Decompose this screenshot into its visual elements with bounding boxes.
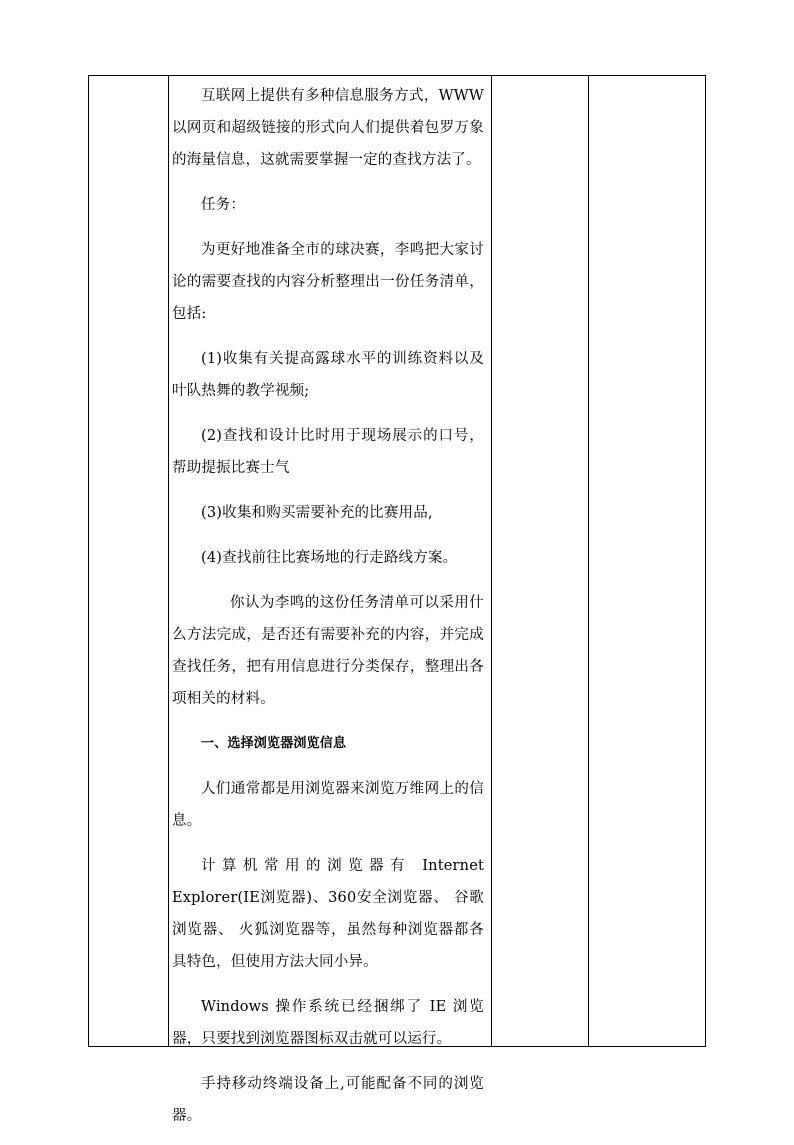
paragraph-task-item-4: (4)查找前往比赛场地的行走路线方案。 [201,550,458,566]
table-column-divider-2 [491,76,492,1046]
paragraph-task-description: 为更好地准备全市的球决赛，李鸣把大家讨论的需要查找的内容分析整理出一份任务清单，包括: [172,242,484,322]
paragraph-intro: 互联网上提供有多种信息服务方式，WWW以网页和超级链接的形式向人们提供着包罗万象的海量信息，这就需要掌握一定的查找方法了。 [172,88,484,168]
paragraph-task-label: 任务： [201,197,246,213]
paragraph-common-browsers: 计算机常用的浏览器有 Internet Explorer(IE浏览器)、360安全浏览器、 谷歌浏览器、 火狐浏览器等，虽然每种浏览器都各具特色，但使用方法大同小异。 [172,858,484,970]
paragraph-question: 你认为李鸣的这份任务清单可以采用什么方法完成，是否还有需要补充的内容，并完成查找任务，把有用信息进行分类保存，整理出各项相关的材料。 [172,595,484,707]
table-column-divider-3 [588,76,589,1046]
paragraph-task-item-3: (3)收集和购买需要补充的比赛用品, [201,505,433,521]
paragraph-task-item-2: (2)查找和设计比时用于现场展示的口号，帮助提振比赛士气 [172,428,484,476]
lesson-content-cell [172,80,484,1145]
section-heading: 一、选择浏览器浏览信息 [201,736,347,751]
paragraph-windows-ie: Windows 操作系统已经捆绑了 IE 浏览器，只要找到浏览器图标双击就可以运行。 [172,999,484,1047]
table-column-divider-1 [168,76,169,1046]
paragraph-mobile-browsers: 手持移动终端设备上,可能配备不同的浏览器。 [172,1076,484,1124]
paragraph-task-item-1: (1)收集有关提高露球水平的训练资料以及叶队热舞的教学视频; [172,351,484,399]
paragraph-browser-intro: 人们通常都是用浏览器来浏览万维网上的信息。 [172,781,484,829]
